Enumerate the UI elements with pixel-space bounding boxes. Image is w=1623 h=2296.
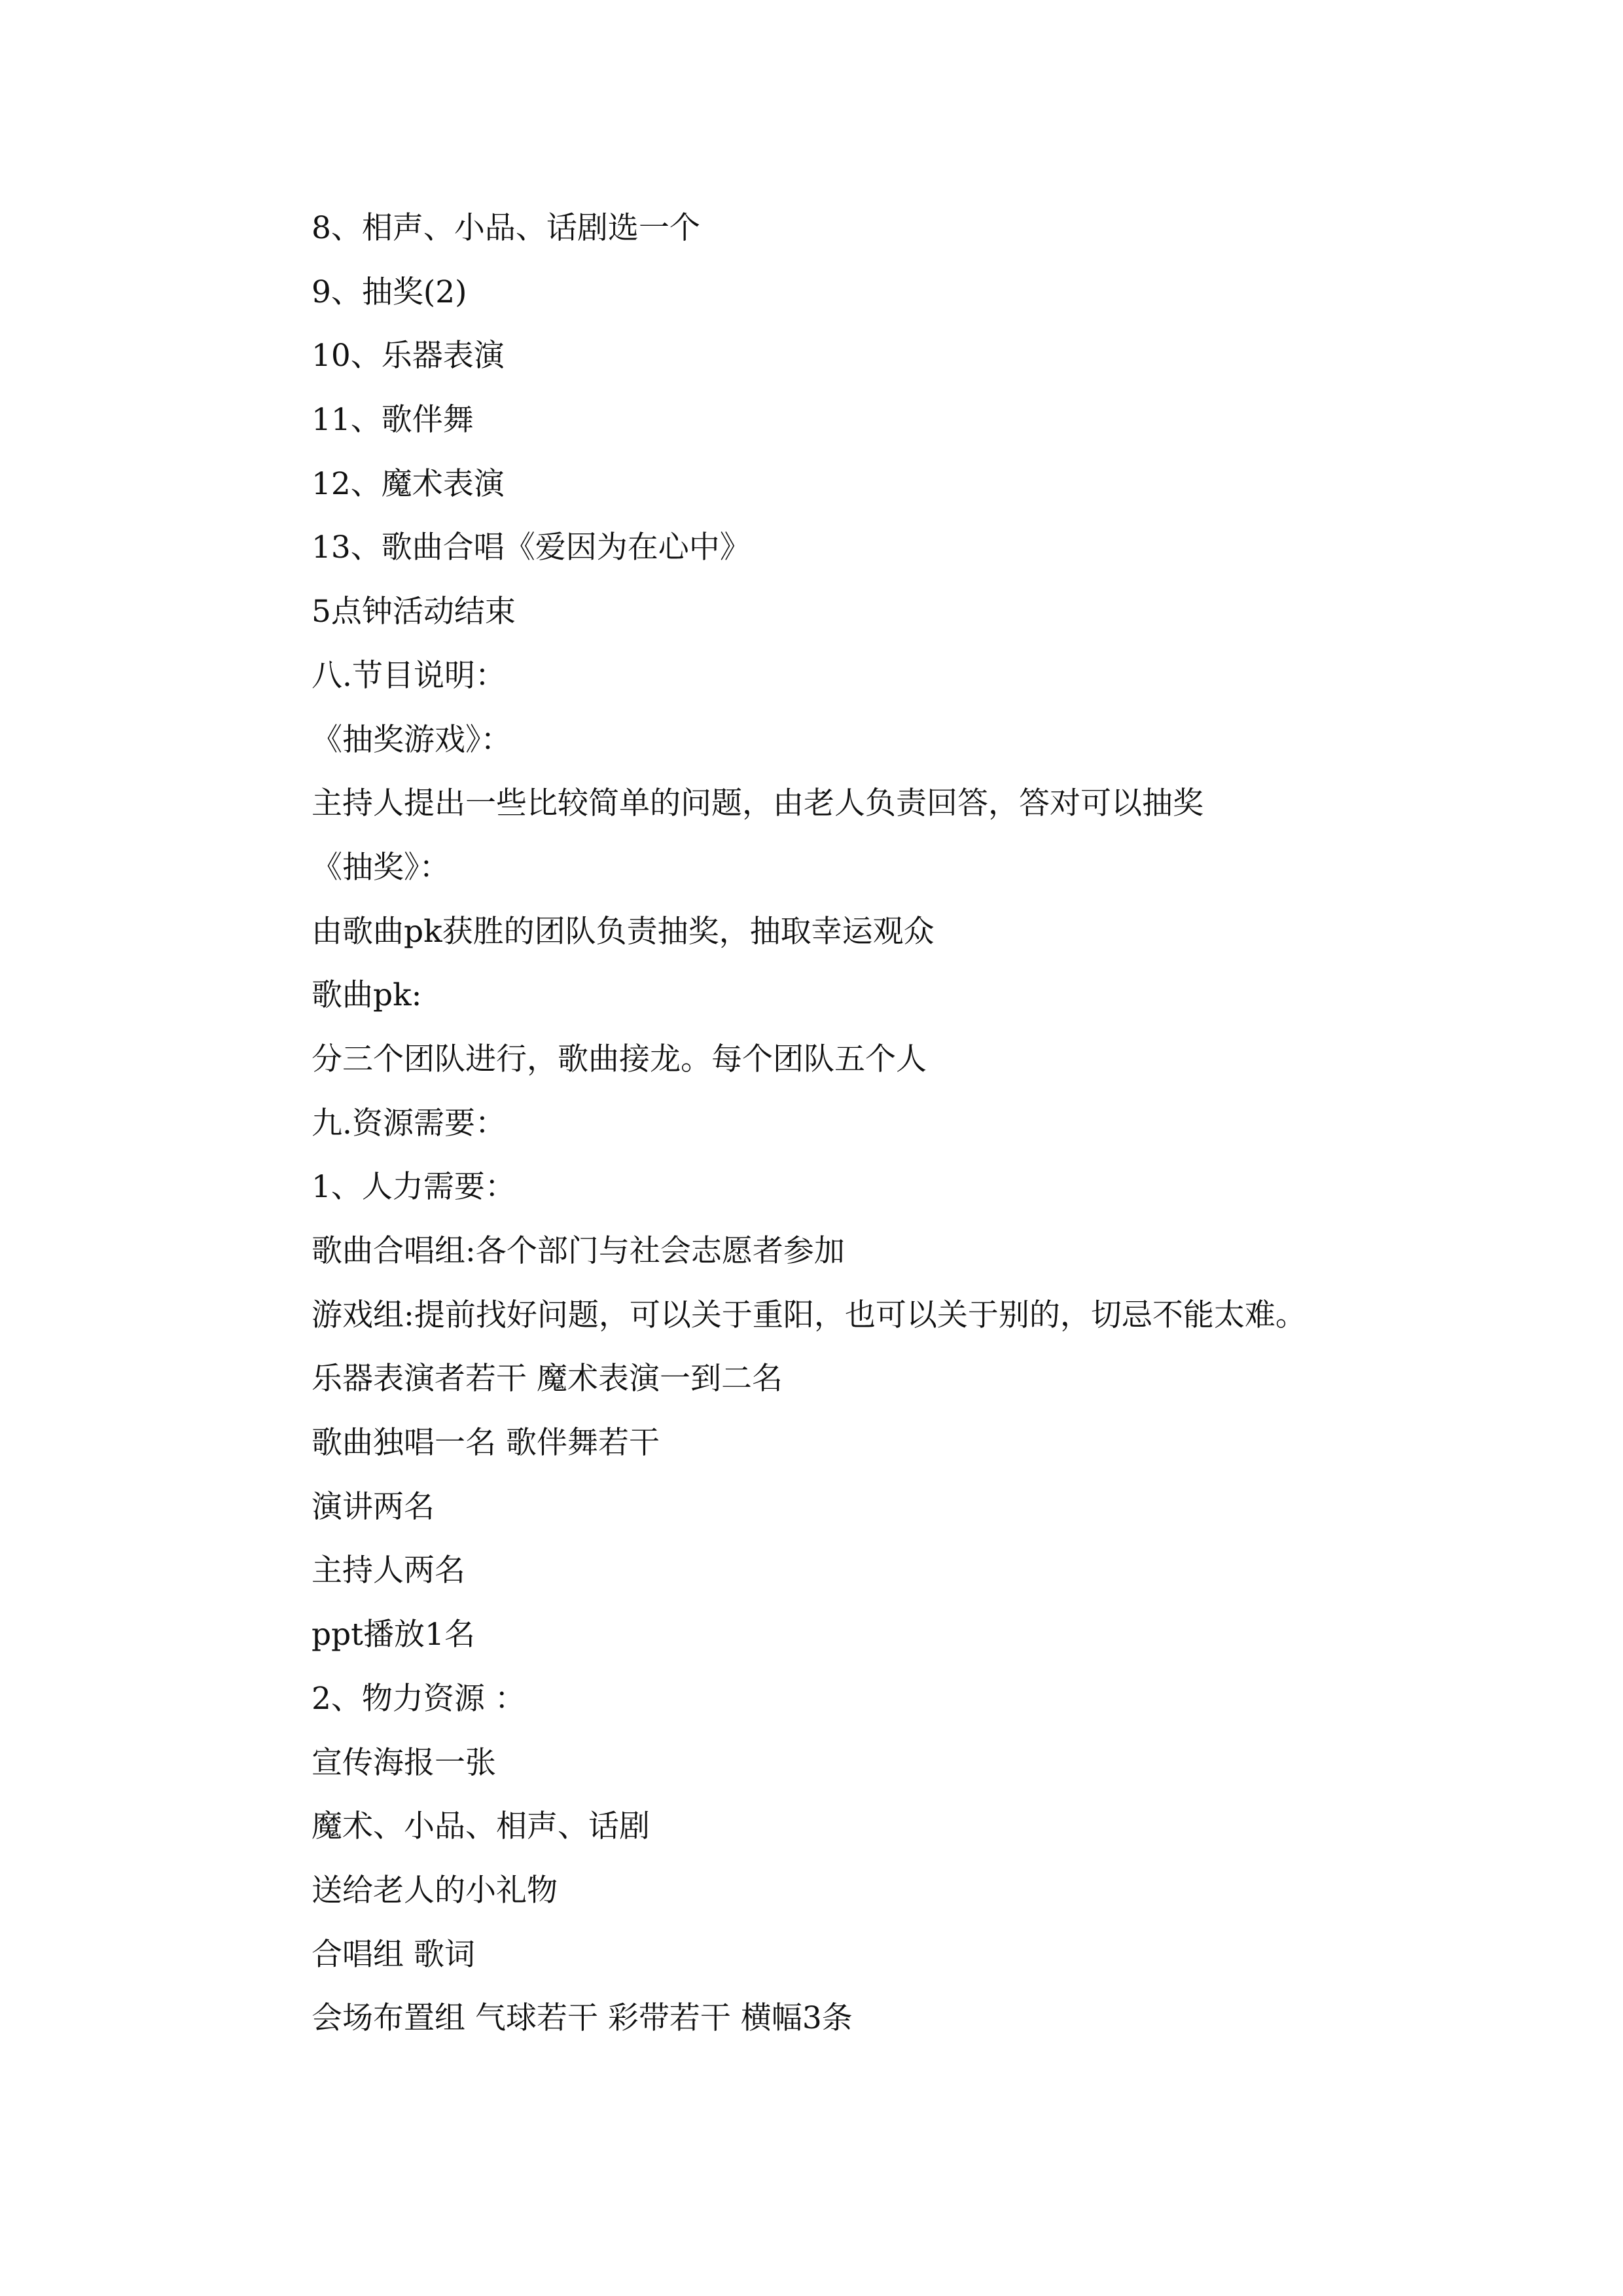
subheading-lottery: 《抽奖》： xyxy=(312,849,450,886)
event-end-time: 5点钟活动结束 xyxy=(312,594,516,630)
program-item-9: 9、抽奖(2) xyxy=(312,274,467,310)
material-performance-props: 魔术、小品、相声、话剧 xyxy=(312,1808,650,1845)
resource-choir-group: 歌曲合唱组:各个部门与社会志愿者参加 xyxy=(312,1233,845,1269)
subheading-song-pk: 歌曲pk: xyxy=(312,977,422,1014)
resource-game-group: 游戏组:提前找好问题，可以关于重阳，也可以关于别的，切忌不能太难。 xyxy=(312,1297,1306,1333)
subheading-material-resources: 2、物力资源 ： xyxy=(312,1680,526,1717)
material-gifts: 送给老人的小礼物 xyxy=(312,1872,558,1909)
document-body xyxy=(312,207,1489,2061)
resource-singers-dancers: 歌曲独唱一名 歌伴舞若干 xyxy=(312,1425,660,1462)
subheading-human-resources: 1、人力需要： xyxy=(312,1169,516,1206)
section-heading-resources: 九.资源需要： xyxy=(312,1105,506,1141)
subheading-lottery-game: 《抽奖游戏》： xyxy=(312,721,512,758)
resource-speakers: 演讲两名 xyxy=(312,1488,435,1525)
material-poster: 宣传海报一张 xyxy=(312,1744,496,1781)
program-item-10: 10、乐器表演 xyxy=(312,338,505,374)
section-heading-program-notes: 八.节目说明： xyxy=(312,657,506,694)
material-venue-decoration: 会场布置组 气球若干 彩带若干 横幅3条 xyxy=(312,2000,853,2037)
program-item-12: 12、魔术表演 xyxy=(312,465,505,502)
resource-hosts: 主持人两名 xyxy=(312,1552,465,1589)
program-item-8: 8、相声、小品、话剧选一个 xyxy=(312,210,700,246)
program-item-11: 11、歌伴舞 xyxy=(312,402,474,439)
lottery-game-description: 主持人提出一些比较简单的问题，由老人负责回答，答对可以抽奖 xyxy=(312,785,1204,822)
song-pk-description: 分三个团队进行，歌曲接龙。每个团队五个人 xyxy=(312,1041,927,1077)
resource-performers: 乐器表演者若干 魔术表演一到二名 xyxy=(312,1361,783,1397)
lottery-description: 由歌曲pk获胜的团队负责抽奖，抽取幸运观众 xyxy=(312,913,935,950)
program-item-13: 13、歌曲合唱《爱因为在心中》 xyxy=(312,529,751,566)
material-choir-lyrics: 合唱组 歌词 xyxy=(312,1936,475,1973)
resource-ppt-operator: ppt播放1名 xyxy=(312,1617,475,1653)
